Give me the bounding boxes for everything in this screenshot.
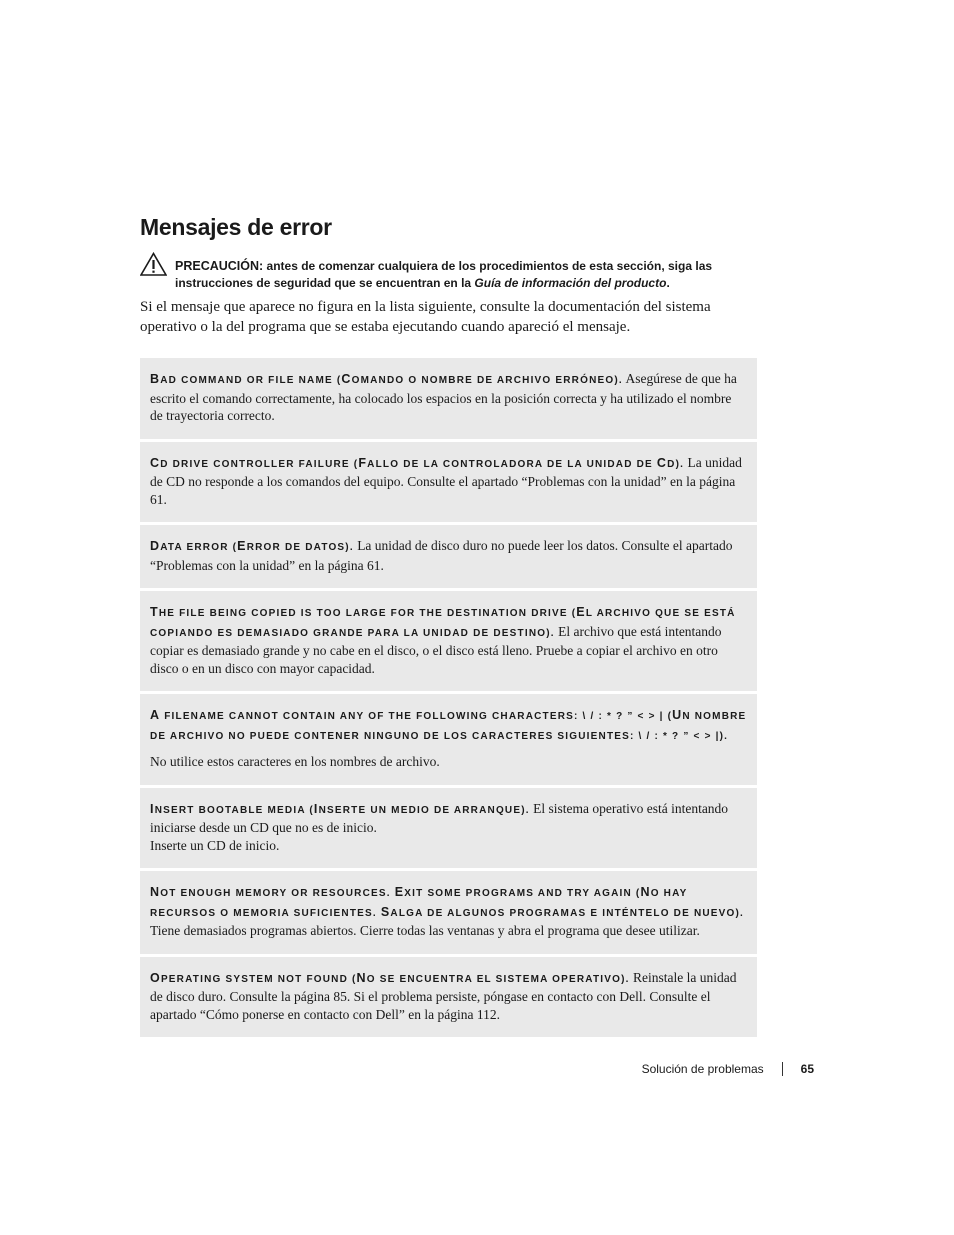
- page-title: Mensajes de error: [140, 214, 332, 240]
- caution-notice: [140, 252, 760, 292]
- error-description: El archivo que está intentando copiar es demasiado grande y no cabe en el disco, o el disco está lleno. Pruebe a copiar el archivo en otro disco o en un disco con mayor capacidad.: [150, 623, 722, 676]
- error-heading: CD DRIVE CONTROLLER FAILURE (FALLO DE LA CONTROLADORA DE LA UNIDAD DE CD).: [150, 455, 685, 470]
- error-item: [140, 871, 757, 954]
- error-heading: NOT ENOUGH MEMORY OR RESOURCES. EXIT SOME PROGRAMS AND TRY AGAIN (NO HAY RECURSOS O MEMORIA SUFICIENTES. SALGA DE ALGUNOS PROGRAMAS E INTÉNTELO DE NUEVO).: [150, 885, 745, 919]
- error-heading: A FILENAME CANNOT CONTAIN ANY OF THE FOLLOWING CHARACTERS: \ / : * ? ” < > | (UN NOMBRE DE ARCHIVO NO PUEDE CONTENER NINGUNO DE LOS CARACTERES SIGUIENTES: \ / : * ? ” < > |).: [150, 708, 747, 742]
- error-item: [140, 788, 757, 869]
- error-item: [140, 358, 757, 439]
- error-description: La unidad de CD no responde a los comandos del equipo. Consulte el apartado “Problemas con la unidad” en la página 61.: [150, 454, 742, 507]
- footer-divider: [782, 1062, 783, 1076]
- caution-guide-link: Guía de información del producto: [474, 276, 667, 290]
- error-item: [140, 525, 757, 588]
- error-description: Asegúrese de que ha escrito el comando correctamente, ha colocado los espacios en la posición correcta y ha utilizado el nombre de trayectoria correcto.: [150, 371, 737, 423]
- error-heading: DATA ERROR (ERROR DE DATOS).: [150, 539, 354, 553]
- caution-body: antes de comenzar cualquiera de los procedimientos de esta sección, siga las instrucciones de seguridad que se encuentran en la: [175, 259, 713, 290]
- error-list: [140, 358, 757, 1040]
- caution-label: PRECAUCIÓN:: [175, 259, 264, 273]
- warning-triangle-icon: [140, 252, 167, 276]
- page-number: 65: [800, 1062, 814, 1076]
- intro-paragraph: Si el mensaje que aparece no figura en la lista siguiente, consulte la documentación del sistema operativo o la del programa que se estaba ejecutando cuando apareció el mensaje.: [140, 299, 711, 335]
- error-heading: INSERT BOOTABLE MEDIA (INSERTE UN MEDIO DE ARRANQUE).: [150, 801, 530, 816]
- error-heading: THE FILE BEING COPIED IS TOO LARGE FOR THE DESTINATION DRIVE (EL ARCHIVO QUE SE ESTÁ COPIANDO ES DEMASIADO GRANDE PARA LA UNIDAD DE DESTINO).: [150, 605, 736, 639]
- error-description: La unidad de disco duro no puede leer los datos. Consulte el apartado “Problemas con la unidad” en la página 61.: [150, 538, 733, 573]
- error-heading: BAD COMMAND OR FILE NAME (COMANDO O NOMBRE DE ARCHIVO ERRÓNEO).: [150, 372, 623, 386]
- error-description: El sistema operativo está intentando iniciarse desde un CD que no es de inicio.: [150, 800, 729, 835]
- error-description: Reinstale la unidad de disco duro. Consulte la página 85. Si el problema persiste, póngase en contacto con Dell. Consulte el apartado “Cómo ponerse en contacto con Dell” en la página 112.: [150, 969, 737, 1022]
- error-extra: No utilice estos caracteres en los nombres de archivo.: [150, 754, 440, 769]
- page-footer: [560, 1062, 814, 1076]
- error-description: Tiene demasiados programas abiertos. Cierre todas las ventanas y abra el programa que desee utilizar.: [150, 923, 700, 938]
- footer-section: Solución de problemas: [641, 1062, 764, 1076]
- error-item: [140, 957, 757, 1038]
- error-extra: Inserte un CD de inicio.: [150, 837, 280, 853]
- caution-text: [175, 252, 760, 292]
- error-heading: OPERATING SYSTEM NOT FOUND (NO SE ENCUENTRA EL SISTEMA OPERATIVO).: [150, 970, 630, 985]
- caution-end: .: [666, 276, 670, 290]
- error-item: [140, 591, 757, 691]
- error-item: [140, 694, 757, 785]
- error-item: [140, 442, 757, 523]
